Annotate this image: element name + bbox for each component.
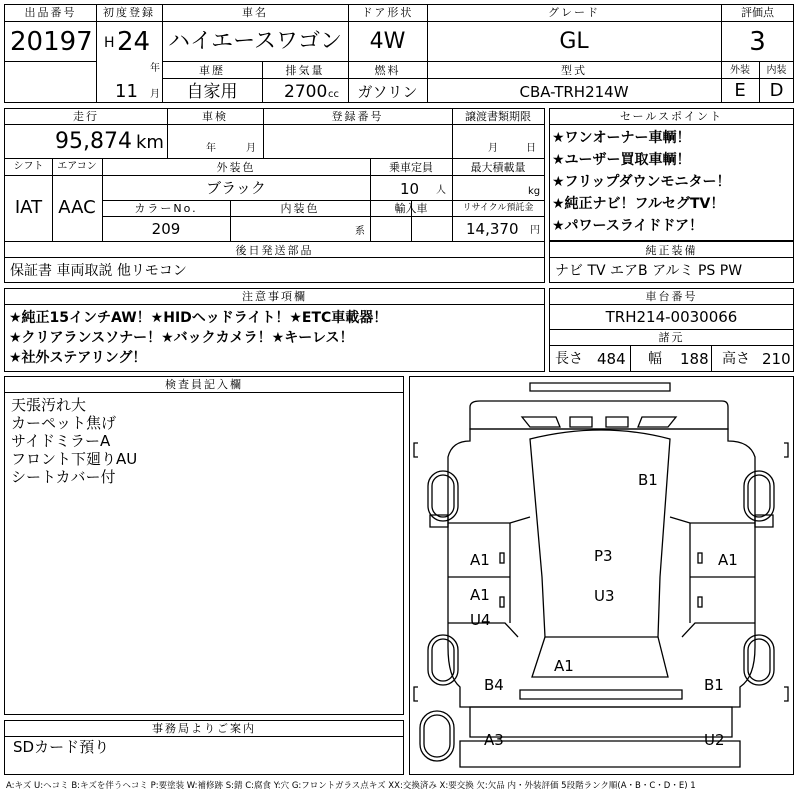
interior-color-label: 内装色 bbox=[280, 202, 320, 215]
width-value: 188 bbox=[680, 350, 709, 368]
later-parts-value: 保証書 車両取説 他リモコン bbox=[10, 263, 187, 279]
inspector-line: フロント下廻りAU bbox=[11, 450, 138, 468]
import-label: 輸入車 bbox=[394, 202, 428, 215]
capacity-label: 乗車定員 bbox=[389, 161, 433, 174]
damage-mark: B1 bbox=[638, 471, 658, 489]
displacement-value: 2700 bbox=[284, 82, 328, 102]
sales-point: ★ワンオーナー車輌！ bbox=[552, 130, 691, 146]
transfer-day-unit: 日 bbox=[526, 143, 536, 154]
inspection-month-unit: 月 bbox=[246, 143, 256, 154]
exterior-color-label: 外装色 bbox=[216, 161, 256, 174]
shift-label: シフト bbox=[13, 161, 44, 172]
capacity-unit: 人 bbox=[436, 185, 446, 196]
recycle-label: リサイクル預託金 bbox=[462, 203, 534, 213]
height-value: 210 bbox=[762, 350, 791, 368]
reg-year: 24 bbox=[117, 27, 151, 57]
model-label: 型式 bbox=[561, 64, 587, 77]
mileage-value: 95,874 bbox=[55, 129, 132, 154]
max-load-label: 最大積載量 bbox=[470, 161, 526, 174]
inspector-line: 天張汚れ大 bbox=[11, 396, 87, 414]
car-name: ハイエースワゴン bbox=[167, 29, 343, 54]
score-label: 評価点 bbox=[741, 6, 774, 19]
sales-point: ★純正ナビ！フルセグTV！ bbox=[552, 196, 725, 212]
shift-value: IAT bbox=[14, 197, 43, 218]
aircon-value: AAC bbox=[58, 197, 96, 218]
sales-point: ★パワースライドドア！ bbox=[552, 218, 704, 234]
door-value: 4W bbox=[369, 29, 406, 54]
exterior-label: 外装 bbox=[730, 65, 750, 76]
displacement-label: 排気量 bbox=[285, 64, 325, 77]
damage-mark: U4 bbox=[470, 611, 491, 629]
score-value: 3 bbox=[749, 27, 766, 57]
length-value: 484 bbox=[597, 350, 626, 368]
door-label: ドア形状 bbox=[361, 6, 414, 19]
mileage-unit: km bbox=[136, 132, 164, 153]
color-number-label: カラーNo. bbox=[134, 202, 198, 215]
office-label: 事務局よりご案内 bbox=[152, 722, 256, 735]
inspector-label: 検査員記入欄 bbox=[165, 378, 243, 391]
transfer-deadline-label: 譲渡書類期限 bbox=[465, 110, 531, 123]
equipment-value: ナビ TV エアB アルミ PS PW bbox=[555, 263, 743, 279]
recycle-unit: 円 bbox=[530, 225, 540, 236]
lot-number: 20197 bbox=[10, 27, 93, 57]
note-line: ★社外ステアリング！ bbox=[9, 350, 147, 366]
fuel-label: 燃料 bbox=[374, 64, 401, 77]
equipment-label: 純正装備 bbox=[645, 244, 698, 257]
damage-mark: A1 bbox=[470, 551, 490, 569]
year-unit: 年 bbox=[150, 63, 160, 74]
length-label: 長さ bbox=[555, 351, 583, 367]
height-label: 高さ bbox=[722, 351, 750, 367]
interior-color-unit: 系 bbox=[355, 226, 365, 237]
month-unit: 月 bbox=[150, 89, 160, 100]
inspector-line: シートカバー付 bbox=[11, 468, 116, 486]
mileage-label: 走行 bbox=[73, 110, 99, 123]
sales-point: ★フリップダウンモニター！ bbox=[552, 174, 731, 190]
damage-mark: U3 bbox=[594, 587, 615, 605]
history-value: 自家用 bbox=[186, 82, 238, 102]
damage-mark: A1 bbox=[554, 657, 574, 675]
interior-grade: D bbox=[769, 80, 784, 101]
damage-mark: A1 bbox=[718, 551, 738, 569]
reg-month: 11 bbox=[115, 81, 138, 102]
car-name-label: 車名 bbox=[242, 6, 268, 19]
specs-label: 諸元 bbox=[658, 331, 685, 344]
max-load-unit: kg bbox=[528, 186, 541, 197]
damage-mark: A3 bbox=[484, 731, 504, 749]
legend-footer: A:キズ U:ヘコミ B:キズを伴うヘコミ P:要塗装 W:補修跡 S:錆 C:腐食 Y:穴 G:フロントガラス点キズ XX:交換済み X:要交換 欠:欠品 内・外装評価 5段階ランク順(A・B・C・D・E) 1 bbox=[6, 781, 696, 791]
exterior-color-value: ブラック bbox=[206, 179, 266, 197]
fuel-value: ガソリン bbox=[357, 83, 418, 101]
damage-mark: B1 bbox=[704, 676, 724, 694]
office-value: SDカード預り bbox=[13, 738, 110, 756]
sales-points-label: セールスポイント bbox=[619, 110, 723, 123]
era-letter: H bbox=[104, 35, 115, 51]
exterior-grade: E bbox=[734, 80, 746, 101]
history-label: 車歴 bbox=[199, 64, 225, 77]
grade-value: GL bbox=[559, 29, 589, 54]
inspector-line: カーペット焦げ bbox=[11, 414, 117, 432]
transfer-month-unit: 月 bbox=[488, 143, 498, 154]
recycle-value: 14,370 bbox=[466, 220, 519, 238]
inspection-label: 車検 bbox=[202, 110, 228, 123]
width-label: 幅 bbox=[648, 351, 662, 367]
damage-mark: A1 bbox=[470, 586, 490, 604]
note-line: ★クリアランスソナー！★バックカメラ！★キーレス！ bbox=[9, 330, 354, 346]
chassis-label: 車台番号 bbox=[645, 290, 698, 303]
inspector-line: サイドミラーA bbox=[11, 432, 111, 450]
reg-number-label: 登録番号 bbox=[331, 110, 384, 123]
damage-mark: U2 bbox=[704, 731, 725, 749]
chassis-number: TRH214-0030066 bbox=[605, 308, 738, 326]
vehicle-outline bbox=[410, 377, 793, 774]
color-number-value: 209 bbox=[151, 220, 181, 238]
model-value: CBA-TRH214W bbox=[519, 83, 629, 101]
grade-label: グレード bbox=[548, 6, 600, 19]
damage-mark: B4 bbox=[484, 676, 504, 694]
sales-point: ★ユーザー買取車輌！ bbox=[552, 152, 691, 168]
notes-label: 注意事項欄 bbox=[242, 290, 307, 303]
capacity-value: 10 bbox=[400, 180, 420, 198]
interior-label: 内装 bbox=[766, 65, 787, 76]
lot-label: 出品番号 bbox=[24, 6, 77, 19]
later-parts-label: 後日発送部品 bbox=[235, 244, 314, 257]
inspection-year-unit: 年 bbox=[206, 143, 216, 154]
note-line: ★純正15インチAW！★HIDヘッドライト！★ETC車載器！ bbox=[9, 310, 388, 326]
aircon-label: エアコン bbox=[57, 161, 97, 172]
damage-mark: P3 bbox=[594, 547, 613, 565]
damage-diagram bbox=[409, 376, 794, 775]
first-reg-label: 初度登録 bbox=[103, 6, 155, 19]
displacement-unit: cc bbox=[328, 89, 339, 100]
